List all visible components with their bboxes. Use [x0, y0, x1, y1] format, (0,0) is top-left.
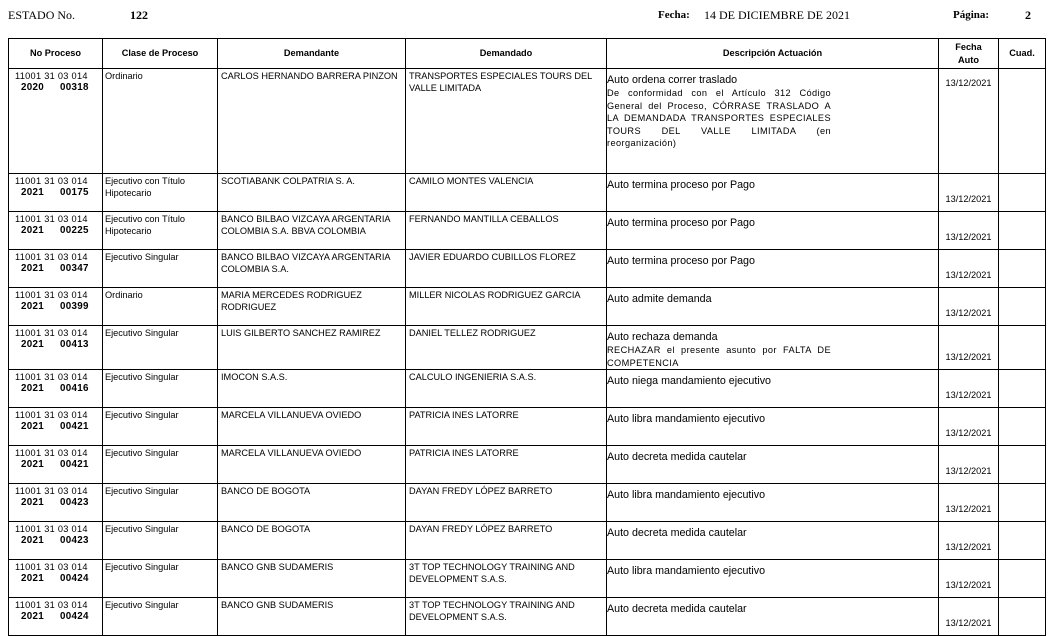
- table-row: [9, 560, 1046, 598]
- process-code: 11001 31 03 014: [15, 214, 88, 224]
- actuacion-detail: RECHAZAR el presente asunto por FALTA DE COMPETENCIA: [607, 345, 831, 368]
- cell-fecha-auto: 13/12/2021: [939, 212, 999, 250]
- pagina-value: 2: [1025, 8, 1031, 22]
- cell-clase: Ejecutivo Singular: [103, 250, 218, 288]
- cell-demandante: MARCELA VILLANUEVA OVIEDO: [218, 408, 406, 446]
- process-year: 2021: [21, 459, 44, 470]
- process-year: 2020: [21, 82, 44, 93]
- process-code: 11001 31 03 014: [15, 448, 88, 458]
- cell-no-proceso: [9, 522, 103, 560]
- actuacion-title: Auto termina proceso por Pago: [607, 217, 755, 229]
- process-number: 00318: [60, 82, 89, 93]
- estado-label: ESTADO No.: [8, 8, 76, 22]
- process-year: 2021: [21, 535, 44, 546]
- cell-cuad: [999, 408, 1046, 446]
- cell-cuad: [999, 212, 1046, 250]
- cell-descripcion: [607, 484, 939, 522]
- cell-clase: Ejecutivo con Título Hipotecario: [103, 174, 218, 212]
- process-number: 00423: [60, 497, 89, 508]
- cell-clase: Ordinario: [103, 69, 218, 174]
- cell-descripcion: [607, 598, 939, 636]
- table-row: [9, 212, 1046, 250]
- cell-demandante: CARLOS HERNANDO BARRERA PINZON: [218, 69, 406, 174]
- cell-no-proceso: [9, 69, 103, 174]
- process-number: 00421: [60, 459, 89, 470]
- cell-cuad: [999, 288, 1046, 326]
- cell-clase: Ejecutivo Singular: [103, 522, 218, 560]
- cell-no-proceso: [9, 560, 103, 598]
- table-row: [9, 174, 1046, 212]
- process-code: 11001 31 03 014: [15, 524, 88, 534]
- table-row: [9, 446, 1046, 484]
- cell-cuad: [999, 326, 1046, 370]
- cell-descripcion: [607, 212, 939, 250]
- cell-cuad: [999, 484, 1046, 522]
- process-code: 11001 31 03 014: [15, 600, 88, 610]
- cell-demandado: DAYAN FREDY LÓPEZ BARRETO: [406, 484, 607, 522]
- process-number: 00424: [60, 611, 89, 622]
- cell-clase: Ejecutivo Singular: [103, 484, 218, 522]
- cell-demandante: BANCO DE BOGOTA: [218, 522, 406, 560]
- table-row: [9, 408, 1046, 446]
- cell-demandante: IMOCON S.A.S.: [218, 370, 406, 408]
- process-year: 2021: [21, 263, 44, 274]
- table-header: [9, 39, 1046, 69]
- actuacion-title: Auto libra mandamiento ejecutivo: [607, 489, 766, 501]
- process-number: 00225: [60, 225, 89, 236]
- fecha-value: 14 DE DICIEMBRE DE 2021: [704, 8, 850, 22]
- cell-demandante: BANCO GNB SUDAMERIS: [218, 598, 406, 636]
- process-year: 2021: [21, 611, 44, 622]
- cell-no-proceso: [9, 174, 103, 212]
- process-code: 11001 31 03 014: [15, 372, 88, 382]
- cell-demandado: DANIEL TELLEZ RODRIGUEZ: [406, 326, 607, 370]
- actuacion-title: Auto termina proceso por Pago: [607, 255, 755, 267]
- cell-fecha-auto: 13/12/2021: [939, 370, 999, 408]
- actuacion-detail: De conformidad con el Artículo 312 Código General del Proceso, CÓRRASE TRASLADO A LA DEMANDADA TRANSPORTES ESPECIALES TOURS DEL VALLE LIMITADA (en reorganización): [607, 88, 831, 148]
- table-row: [9, 522, 1046, 560]
- cell-cuad: [999, 69, 1046, 174]
- actuacion-title: Auto decreta medida cautelar: [607, 527, 747, 539]
- process-number: 00416: [60, 383, 89, 394]
- col-descripcion: Descripción Actuación: [607, 39, 939, 69]
- actuacion-title: Auto rechaza demanda: [607, 331, 718, 343]
- cell-fecha-auto: 13/12/2021: [939, 174, 999, 212]
- cell-demandado: CALCULO INGENIERIA S.A.S.: [406, 370, 607, 408]
- cell-demandante: BANCO GNB SUDAMERIS: [218, 560, 406, 598]
- cell-no-proceso: [9, 326, 103, 370]
- cell-clase: Ejecutivo Singular: [103, 326, 218, 370]
- cell-demandado: FERNANDO MANTILLA CEBALLOS: [406, 212, 607, 250]
- col-fecha-line1: Fecha: [955, 41, 982, 52]
- cell-no-proceso: [9, 370, 103, 408]
- cell-no-proceso: [9, 598, 103, 636]
- cell-cuad: [999, 598, 1046, 636]
- process-code: 11001 31 03 014: [15, 562, 88, 572]
- cell-no-proceso: [9, 408, 103, 446]
- process-year: 2021: [21, 301, 44, 312]
- table-row: [9, 598, 1046, 636]
- cell-clase: Ejecutivo Singular: [103, 598, 218, 636]
- cell-fecha-auto: 13/12/2021: [939, 69, 999, 174]
- cell-descripcion: [607, 288, 939, 326]
- process-number: 00423: [60, 535, 89, 546]
- cell-demandante: BANCO BILBAO VIZCAYA ARGENTARIA COLOMBIA S.A.: [218, 250, 406, 288]
- process-year: 2021: [21, 573, 44, 584]
- process-year: 2021: [21, 339, 44, 350]
- cell-fecha-auto: 13/12/2021: [939, 288, 999, 326]
- cell-fecha-auto: 13/12/2021: [939, 598, 999, 636]
- process-number: 00424: [60, 573, 89, 584]
- table-row: [9, 326, 1046, 370]
- table-row: [9, 370, 1046, 408]
- cell-demandado: TRANSPORTES ESPECIALES TOURS DEL VALLE LIMITADA: [406, 69, 607, 174]
- process-year: 2021: [21, 497, 44, 508]
- cell-no-proceso: [9, 446, 103, 484]
- col-demandado: Demandado: [406, 39, 607, 69]
- cell-cuad: [999, 370, 1046, 408]
- cell-demandante: BANCO DE BOGOTA: [218, 484, 406, 522]
- actuacion-title: Auto niega mandamiento ejecutivo: [607, 375, 771, 387]
- col-no-proceso: No Proceso: [9, 39, 103, 69]
- col-demandante: Demandante: [218, 39, 406, 69]
- process-number: 00413: [60, 339, 89, 350]
- process-code: 11001 31 03 014: [15, 71, 88, 81]
- cell-cuad: [999, 174, 1046, 212]
- actuacion-title: Auto termina proceso por Pago: [607, 179, 755, 191]
- cell-no-proceso: [9, 212, 103, 250]
- cell-cuad: [999, 250, 1046, 288]
- fecha-label: Fecha:: [658, 9, 690, 21]
- process-code: 11001 31 03 014: [15, 486, 88, 496]
- table-row: [9, 69, 1046, 174]
- process-number: 00347: [60, 263, 89, 274]
- cell-demandado: CAMILO MONTES VALENCIA: [406, 174, 607, 212]
- cell-demandante: LUIS GILBERTO SANCHEZ RAMIREZ: [218, 326, 406, 370]
- cell-no-proceso: [9, 288, 103, 326]
- cell-fecha-auto: 13/12/2021: [939, 408, 999, 446]
- actuacion-title: Auto libra mandamiento ejecutivo: [607, 565, 766, 577]
- cell-demandado: PATRICIA INES LATORRE: [406, 408, 607, 446]
- process-code: 11001 31 03 014: [15, 176, 88, 186]
- cell-clase: Ejecutivo Singular: [103, 446, 218, 484]
- table-row: [9, 250, 1046, 288]
- cell-fecha-auto: 13/12/2021: [939, 522, 999, 560]
- actuacion-title: Auto ordena correr traslado: [607, 74, 738, 86]
- cell-descripcion: [607, 250, 939, 288]
- col-fecha-auto: [939, 39, 999, 69]
- cell-demandante: MARCELA VILLANUEVA OVIEDO: [218, 446, 406, 484]
- cell-fecha-auto: 13/12/2021: [939, 326, 999, 370]
- cell-no-proceso: [9, 250, 103, 288]
- process-code: 11001 31 03 014: [15, 410, 88, 420]
- cell-demandado: PATRICIA INES LATORRE: [406, 446, 607, 484]
- cell-clase: Ordinario: [103, 288, 218, 326]
- process-year: 2021: [21, 421, 44, 432]
- actuacion-title: Auto admite demanda: [607, 293, 712, 305]
- estado-number: 122: [130, 8, 148, 22]
- actuacion-title: Auto libra mandamiento ejecutivo: [607, 413, 766, 425]
- cell-fecha-auto: 13/12/2021: [939, 250, 999, 288]
- process-code: 11001 31 03 014: [15, 328, 88, 338]
- process-number: 00175: [60, 187, 89, 198]
- cell-demandante: SCOTIABANK COLPATRIA S. A.: [218, 174, 406, 212]
- process-number: 00421: [60, 421, 89, 432]
- process-code: 11001 31 03 014: [15, 290, 88, 300]
- col-fecha-line2: Auto: [958, 54, 979, 65]
- process-year: 2021: [21, 187, 44, 198]
- cell-demandado: MILLER NICOLAS RODRIGUEZ GARCIA: [406, 288, 607, 326]
- cell-descripcion: [607, 370, 939, 408]
- cell-fecha-auto: 13/12/2021: [939, 484, 999, 522]
- cell-descripcion: [607, 69, 939, 174]
- cell-descripcion: [607, 174, 939, 212]
- cell-clase: Ejecutivo Singular: [103, 370, 218, 408]
- cell-cuad: [999, 560, 1046, 598]
- cell-no-proceso: [9, 484, 103, 522]
- cell-demandante: MARIA MERCEDES RODRIGUEZ RODRIGUEZ: [218, 288, 406, 326]
- cell-clase: Ejecutivo con Título Hipotecario: [103, 212, 218, 250]
- cell-demandado: 3T TOP TECHNOLOGY TRAINING AND DEVELOPMENT S.A.S.: [406, 560, 607, 598]
- cell-descripcion: [607, 522, 939, 560]
- cell-clase: Ejecutivo Singular: [103, 560, 218, 598]
- process-year: 2021: [21, 383, 44, 394]
- cell-demandado: 3T TOP TECHNOLOGY TRAINING AND DEVELOPMENT S.A.S.: [406, 598, 607, 636]
- cell-demandado: JAVIER EDUARDO CUBILLOS FLOREZ: [406, 250, 607, 288]
- process-number: 00399: [60, 301, 89, 312]
- actuacion-title: Auto decreta medida cautelar: [607, 451, 747, 463]
- cell-descripcion: [607, 446, 939, 484]
- cell-descripcion: [607, 408, 939, 446]
- actuacion-title: Auto decreta medida cautelar: [607, 603, 747, 615]
- estado-table: [8, 38, 1046, 636]
- cell-demandado: DAYAN FREDY LÓPEZ BARRETO: [406, 522, 607, 560]
- cell-demandante: BANCO BILBAO VIZCAYA ARGENTARIA COLOMBIA S.A. BBVA COLOMBIA: [218, 212, 406, 250]
- cell-descripcion: [607, 560, 939, 598]
- cell-cuad: [999, 446, 1046, 484]
- col-cuad: Cuad.: [999, 39, 1046, 69]
- table-row: [9, 288, 1046, 326]
- cell-clase: Ejecutivo Singular: [103, 408, 218, 446]
- col-clase: Clase de Proceso: [103, 39, 218, 69]
- table-row: [9, 484, 1046, 522]
- cell-cuad: [999, 522, 1046, 560]
- process-year: 2021: [21, 225, 44, 236]
- cell-fecha-auto: 13/12/2021: [939, 446, 999, 484]
- process-code: 11001 31 03 014: [15, 252, 88, 262]
- pagina-label: Página:: [953, 9, 990, 21]
- cell-fecha-auto: 13/12/2021: [939, 560, 999, 598]
- cell-descripcion: [607, 326, 939, 370]
